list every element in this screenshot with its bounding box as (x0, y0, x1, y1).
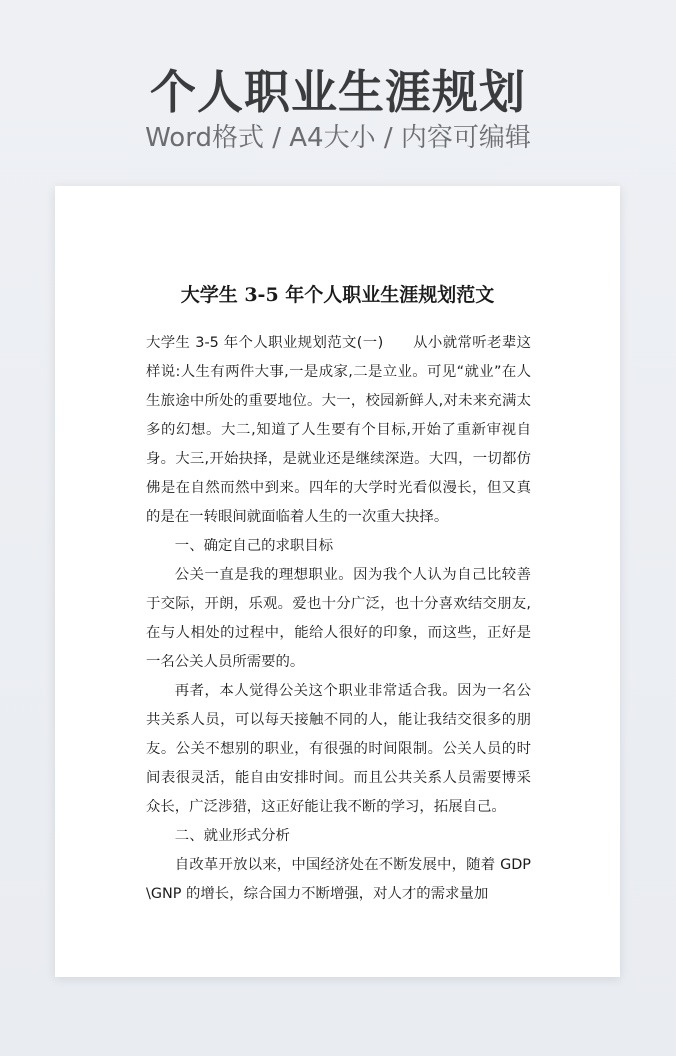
document-title: 大学生 3-5 年个人职业生涯规划范文 (180, 284, 495, 306)
banner-subtitle: Word格式 / A4大小 / 内容可编辑 (145, 123, 531, 153)
heading-job-goal: 一、确定自己的求职目标 (174, 538, 334, 554)
document-page (55, 186, 620, 977)
paragraph-economy: 自改革开放以来，中国经济处在不断发展中，随着 GDP\GNP 的增长，综合国力不断增强，对人才的需求量加 (146, 857, 531, 902)
paragraph-suitability: 再者，本人觉得公关这个职业非常适合我。因为一名公共关系人员，可以每天接触不同的人，能让我结交很多的朋友。公关不想别的职业，有很强的时间限制。公关人员的时间表很灵活，能自由安排时间。而且公共关系人员需要博采众长，广泛涉猎，这正好能让我不断的学习，拓展自己。 (146, 683, 531, 815)
heading-employment-analysis: 二、就业形式分析 (174, 828, 290, 844)
paragraph-intro: 大学生 3-5 年个人职业规划范文(一) 从小就常听老辈这样说:人生有两件大事,一是成家,二是立业。可见“就业”在人生旅途中所处的重要地位。大一，校园新鲜人,对未来充满太多的幻想。大二,知道了人生要有个目标,开始了重新审视自身。大三,开始抉择，是就业还是继续深造。大四，一切都仿佛是在自然而然中到来。四年的大学时光看似漫长，但又真的是在一转眼间就面临着人生的一次重大抉择。 (146, 335, 531, 525)
banner-title: 个人职业生涯规划 (150, 65, 526, 119)
paragraph-ideal-job: 公关一直是我的理想职业。因为我个人认为自己比较善于交际，开朗，乐观。爱也十分广泛，也十分喜欢结交朋友,在与人相处的过程中，能给人很好的印象，而这些，正好是一名公关人员所需要的。 (146, 567, 531, 670)
document-body (146, 329, 531, 909)
banner-header (0, 0, 676, 186)
